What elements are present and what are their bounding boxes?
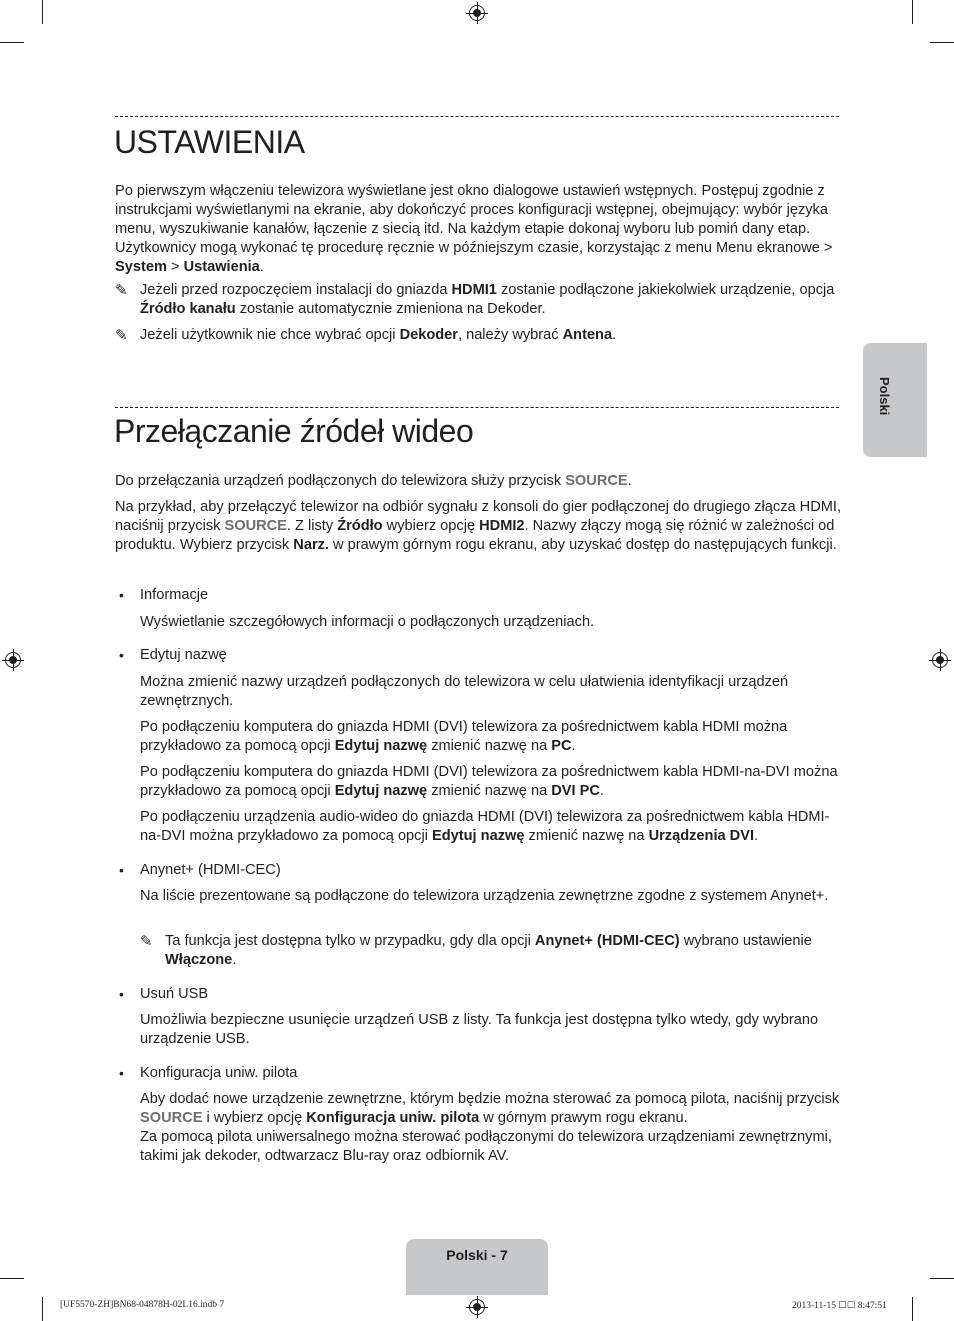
text-run: Do przełączania urządzeń podłączonych do telewizora służy przycisk bbox=[115, 473, 566, 489]
source-key-label: SOURCE bbox=[565, 473, 628, 489]
text-run: Po podłączeniu komputera do gniazda HDMI (DVI) telewizora za pośrednictwem kabla HDMI-na-DVI można przykładowo za pomocą opcji bbox=[140, 764, 838, 799]
text-run: , należy wybrać bbox=[457, 327, 563, 343]
bold-term: Edytuj nazwę bbox=[432, 828, 525, 844]
bold-term: System bbox=[115, 259, 167, 275]
note-anynet bbox=[165, 932, 845, 970]
text-run: Można zmienić nazwy urządzeń podłączonych do telewizora w celu ułatwienia identyfikacji urządzeń zewnętrznych. bbox=[140, 674, 789, 709]
item-desc-anynet bbox=[140, 887, 845, 906]
pencil-note-icon: ✎ bbox=[115, 327, 128, 344]
bold-term: Edytuj nazwę bbox=[334, 783, 428, 799]
text-run: zostanie podłączone jakiekolwiek urządzenie, opcja bbox=[496, 282, 835, 298]
pencil-note-icon: ✎ bbox=[115, 282, 128, 299]
bold-term: Dekoder bbox=[399, 327, 458, 343]
source-paragraph bbox=[115, 472, 845, 491]
registration-mark-icon bbox=[469, 1299, 485, 1315]
text-run: . bbox=[627, 473, 632, 489]
bold-term: HDMI2 bbox=[479, 518, 525, 534]
intro-paragraph bbox=[115, 182, 845, 277]
text-run: Po podłączeniu komputera do gniazda HDMI (DVI) telewizora za pośrednictwem kabla HDMI można przykładowo za pomocą opcji bbox=[140, 719, 788, 754]
note-decoder bbox=[140, 326, 845, 345]
text-run: . Nazwy złączy mogą się różnić w zależności od produktu. Wybierz przycisk bbox=[115, 518, 835, 553]
item-desc-usb bbox=[140, 1011, 845, 1049]
bullet-icon: • bbox=[119, 1065, 124, 1081]
bold-term: PC bbox=[551, 738, 572, 754]
item-desc-rename-1 bbox=[140, 673, 845, 711]
bold-term: Ustawienia bbox=[183, 259, 260, 275]
text-run: . bbox=[571, 738, 576, 754]
text-run: Po podłączeniu urządzenia audio-wideo do gniazda HDMI (DVI) telewizora za pośrednictwem kabla HDMI-na-DVI można przykładowo za pomocą opcji bbox=[140, 809, 830, 844]
crop-mark bbox=[0, 42, 24, 43]
crop-mark bbox=[912, 1297, 913, 1321]
text-run: . bbox=[612, 327, 617, 343]
note-hdmi1 bbox=[140, 281, 845, 319]
item-desc-remote-1 bbox=[140, 1090, 845, 1128]
text-run: Jeżeli użytkownik nie chce wybrać opcji bbox=[140, 327, 400, 343]
bold-term: DVI PC bbox=[551, 783, 600, 799]
bullet-icon: • bbox=[119, 862, 124, 878]
bold-term: Antena bbox=[562, 327, 613, 343]
bold-term: Źródło kanału bbox=[140, 301, 236, 317]
bold-term: Źródło bbox=[337, 518, 383, 534]
text-run: . bbox=[599, 783, 604, 799]
bold-term: Włączone bbox=[165, 952, 233, 968]
crop-mark bbox=[930, 42, 954, 43]
print-date-info: 2013-11-15 ☐☐ 8:47:51 bbox=[792, 1301, 887, 1311]
text-run: Wyświetlanie szczegółowych informacji o podłączonych urządzeniach. bbox=[140, 614, 595, 630]
item-desc-info bbox=[140, 613, 845, 632]
registration-mark-icon bbox=[469, 5, 485, 21]
text-run: . Z listy bbox=[286, 518, 338, 534]
item-title-usb: Usuń USB bbox=[140, 986, 209, 1002]
crop-mark bbox=[912, 0, 913, 24]
text-run: > bbox=[166, 259, 184, 275]
bold-term: Edytuj nazwę bbox=[334, 738, 428, 754]
item-title-rename: Edytuj nazwę bbox=[140, 647, 227, 663]
text-run: w prawym górnym rogu ekranu, aby uzyskać dostęp do następujących funkcji. bbox=[328, 537, 837, 553]
pencil-note-icon: ✎ bbox=[140, 933, 153, 950]
crop-mark bbox=[42, 0, 43, 24]
text-run: Aby dodać nowe urządzenie zewnętrzne, którym będzie można sterować za pomocą pilota, naciśnij przycisk bbox=[140, 1091, 840, 1107]
page-number: Polski - 7 bbox=[446, 1247, 508, 1263]
bold-term: Urządzenia DVI bbox=[648, 828, 755, 844]
text-run: . bbox=[232, 952, 237, 968]
text-run: zmienić nazwę na bbox=[427, 783, 552, 799]
bold-term: Konfiguracja uniw. pilota bbox=[306, 1110, 480, 1126]
item-title-info: Informacje bbox=[140, 587, 209, 603]
registration-mark-icon bbox=[5, 652, 21, 668]
item-desc-rename-3 bbox=[140, 763, 845, 801]
text-run: Jeżeli przed rozpoczęciem instalacji do gniazda bbox=[140, 282, 452, 298]
text-run: Za pomocą pilota uniwersalnego można sterować podłączonymi do telewizora urządzeniami zewnętrznymi, takimi jak dekoder, odtwarzacz Blu-ray oraz odbiornik AV. bbox=[140, 1129, 832, 1164]
item-desc-rename-2 bbox=[140, 718, 845, 756]
section-title-settings: USTAWIENIA bbox=[114, 124, 305, 160]
language-side-tab: Polski bbox=[863, 343, 927, 457]
bold-term: Anynet+ (HDMI-CEC) bbox=[534, 933, 680, 949]
text-run: wybrano ustawienie bbox=[679, 933, 812, 949]
bold-term: HDMI1 bbox=[451, 282, 497, 298]
text-run: . bbox=[259, 259, 264, 275]
text-run: Na przykład, aby przełączyć telewizor na odbiór sygnału z konsoli do gier podłączonej do drugiego złącza HDMI, naciśnij przycisk bbox=[115, 499, 842, 534]
text-run: . bbox=[754, 828, 759, 844]
text-run: i wybierz opcję bbox=[202, 1110, 307, 1126]
text-run: zostanie automatycznie zmieniona na Dekoder. bbox=[235, 301, 546, 317]
item-title-anynet: Anynet+ (HDMI-CEC) bbox=[140, 862, 281, 878]
source-key-label: SOURCE bbox=[140, 1110, 203, 1126]
bullet-icon: • bbox=[119, 986, 124, 1002]
source-key-label: SOURCE bbox=[224, 518, 287, 534]
crop-mark bbox=[42, 1297, 43, 1321]
registration-mark-icon bbox=[932, 652, 948, 668]
item-title-remote: Konfiguracja uniw. pilota bbox=[140, 1065, 298, 1081]
print-file-info: [UF5570-ZH]BN68-04878H-02L16.indb 7 bbox=[60, 1300, 225, 1310]
item-desc-rename-4 bbox=[140, 808, 845, 846]
example-paragraph bbox=[115, 498, 845, 555]
item-desc-remote-2 bbox=[140, 1128, 845, 1166]
section-divider bbox=[115, 407, 839, 408]
text-run: zmienić nazwę na bbox=[427, 738, 552, 754]
crop-mark bbox=[0, 1278, 24, 1279]
section-divider bbox=[115, 116, 839, 117]
text-run: Na liście prezentowane są podłączone do telewizora urządzenia zewnętrzne zgodne z systemem Anynet+. bbox=[140, 888, 829, 904]
bullet-icon: • bbox=[119, 647, 124, 663]
page-number-tab bbox=[406, 1239, 548, 1295]
text-run: Po pierwszym włączeniu telewizora wyświetlane jest okno dialogowe ustawień wstępnych. Postępuj zgodnie z instrukcjami wyświetlanymi na ekranie, aby dokończyć proces konfiguracji wstępnej, obejmujący: wybór języka menu, wyszukiwanie kanałów, łączenie z siecią itd. Na każdym etapie dokonaj wyboru lub pomiń dany etap. Użytkownicy mogą wykonać tę procedurę ręcznie w późniejszym czasie, korzystając z menu Menu ekranowe > bbox=[115, 183, 833, 256]
text-run: zmienić nazwę na bbox=[524, 828, 649, 844]
section-title-source-switching: Przełączanie źródeł wideo bbox=[114, 413, 474, 449]
bullet-icon: • bbox=[119, 587, 124, 603]
crop-mark bbox=[930, 1278, 954, 1279]
text-run: wybierz opcję bbox=[382, 518, 480, 534]
bold-term: Narz. bbox=[293, 537, 329, 553]
text-run: w górnym prawym rogu ekranu. bbox=[479, 1110, 688, 1126]
text-run: Ta funkcja jest dostępna tylko w przypadku, gdy dla opcji bbox=[165, 933, 535, 949]
text-run: Umożliwia bezpieczne usunięcie urządzeń USB z listy. Ta funkcja jest dostępna tylko wtedy, gdy wybrano urządzenie USB. bbox=[140, 1012, 819, 1047]
